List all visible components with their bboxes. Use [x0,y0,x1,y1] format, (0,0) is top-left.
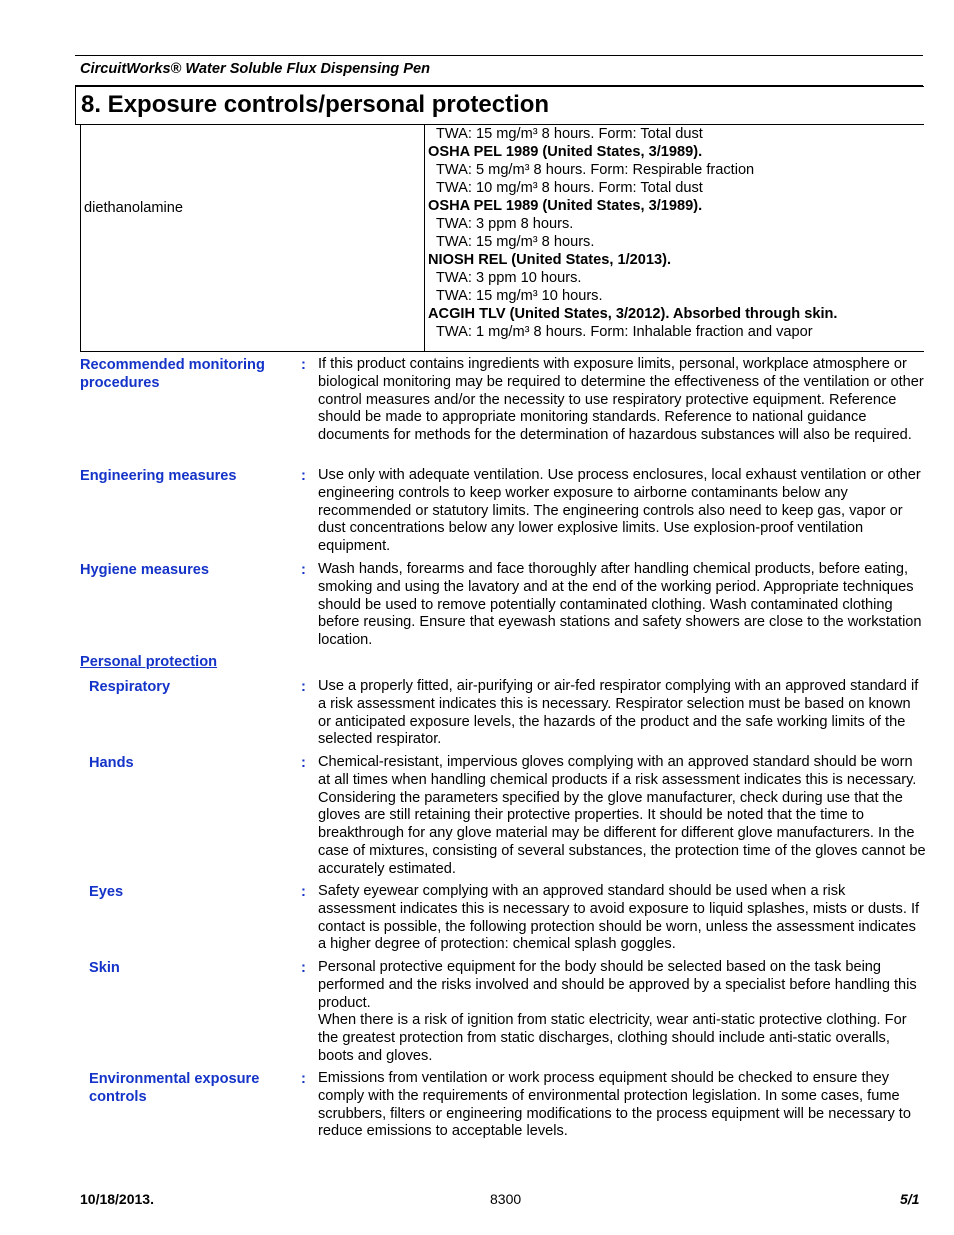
footer-page: 5/1 [900,1191,920,1207]
limit-value-line: TWA: 15 mg/m³ 8 hours. [436,234,595,250]
colon: : [301,357,306,373]
recommended-monitoring-label: Recommended monitoring procedures [80,357,265,391]
colon: : [301,884,306,900]
table-divider [424,124,425,351]
hands-text: Chemical-resistant, impervious gloves complying with an approved standard should be worn at all times when handling chemical products if a risk assessment indicates this is necessary. Considering the parameters specified by the glove manufacturer, check during use that the gloves are still retaining their protective properties. It should be noted that the time to breakthrough for any glove material may be different for different glove manufacturers. In the case of mixtures, consisting of several substances, the protection time of the gloves cannot be accurately estimated. [318,754,926,877]
limit-value-line: TWA: 15 mg/m³ 8 hours. Form: Total dust [436,126,703,142]
footer-code: 8300 [490,1191,522,1207]
engineering-measures-text: Use only with adequate ventilation. Use process enclosures, local exhaust ventilation or other engineering controls to keep worker exposure to airborne contaminants below any recommended or statutory limits. The engineering controls also need to keep gas, vapor or dust concentrations below any lower explosive limits. Use explosion-proof ventilation equipment. [318,467,921,555]
skin-text [318,959,926,1066]
limit-standard-heading: NIOSH REL (United States, 1/2013). [428,252,672,268]
limit-value-line: TWA: 5 mg/m³ 8 hours. Form: Respirable fraction [436,162,755,178]
limit-standard-heading: OSHA PEL 1989 (United States, 3/1989). [428,144,703,160]
engineering-measures-label: Engineering measures [80,468,237,484]
ingredient-name: diethanolamine [84,200,183,216]
eyes-text: Safety eyewear complying with an approved standard should be used when a risk assessment indicates this is necessary to avoid exposure to liquid splashes, mists or dusts. If contact is possible, the following protection should be worn, unless the assessment indicates a higher degree of protection: chemical splash goggles. [318,883,920,953]
limit-value-line: TWA: 15 mg/m³ 10 hours. [436,288,603,304]
personal-protection-heading: Personal protection [80,654,218,670]
colon: : [301,1071,306,1087]
limit-value-line: TWA: 10 mg/m³ 8 hours. Form: Total dust [436,180,703,196]
section-header [75,86,924,125]
environmental-exposure-text: Emissions from ventilation or work process equipment should be checked to ensure they comply with the requirements of environmental protection legislation. In some cases, fume scrubbers, filters or engineering modifications to the process equipment will be necessary to reduce emissions to acceptable levels. [318,1070,911,1140]
limit-standard-heading: OSHA PEL 1989 (United States, 3/1989). [428,198,703,214]
recommended-monitoring-text: If this product contains ingredients with exposure limits, personal, workplace atmosphere or biological monitoring may be required to determine the effectiveness of the ventilation or other control measures and/or the necessity to use respiratory protective equipment. Reference should be made to appropriate monitoring standards. Reference to national guidance documents for methods for the determination of hazardous substances will also be required. [318,356,924,444]
limit-value-line: TWA: 3 ppm 10 hours. [436,270,582,286]
hands-label: Hands [89,755,134,771]
exposure-limits-list [428,125,923,341]
colon: : [301,562,306,578]
colon: : [301,468,306,484]
hygiene-measures-label: Hygiene measures [80,562,209,578]
skin-text-paragraph: When there is a risk of ignition from static electricity, wear anti-static protective clothing. For the greatest protection from static discharges, clothing should include anti-static overalls, boots and gloves. [318,1012,907,1064]
limit-value-line: TWA: 1 mg/m³ 8 hours. Form: Inhalable fraction and vapor [436,324,813,340]
hygiene-measures-text: Wash hands, forearms and face thoroughly after handling chemical products, before eating, smoking and using the lavatory and at the end of the working period. Appropriate techniques should be used to remove potentially contaminated clothing. Wash contaminated clothing before reusing. Ensure that eyewash stations and safety showers are close to the workstation location. [318,561,922,649]
footer-date: 10/18/2013. [80,1191,154,1207]
product-header [75,55,923,86]
skin-label: Skin [89,960,120,976]
section-title: 8. Exposure controls/personal protection [81,91,550,118]
respiratory-text: Use a properly fitted, air-purifying or air-fed respirator complying with an approved standard if a risk assessment indicates this is necessary. Respirator selection must be based on known or anticipated exposure levels, the hazards of the product and the safe working limits of the selected respirator. [318,678,919,748]
limit-value-line: TWA: 3 ppm 8 hours. [436,216,574,232]
skin-text-paragraph: Personal protective equipment for the body should be selected based on the task being performed and the risks involved and should be approved by a specialist before handling this product. [318,959,917,1011]
colon: : [301,960,306,976]
product-name: CircuitWorks® Water Soluble Flux Dispensing Pen [80,61,430,77]
environmental-exposure-label: Environmental exposure controls [89,1071,260,1105]
respiratory-label: Respiratory [89,679,171,695]
limit-standard-heading: ACGIH TLV (United States, 3/2012). Absorbed through skin. [428,306,838,322]
eyes-label: Eyes [89,884,124,900]
colon: : [301,755,306,771]
colon: : [301,679,306,695]
